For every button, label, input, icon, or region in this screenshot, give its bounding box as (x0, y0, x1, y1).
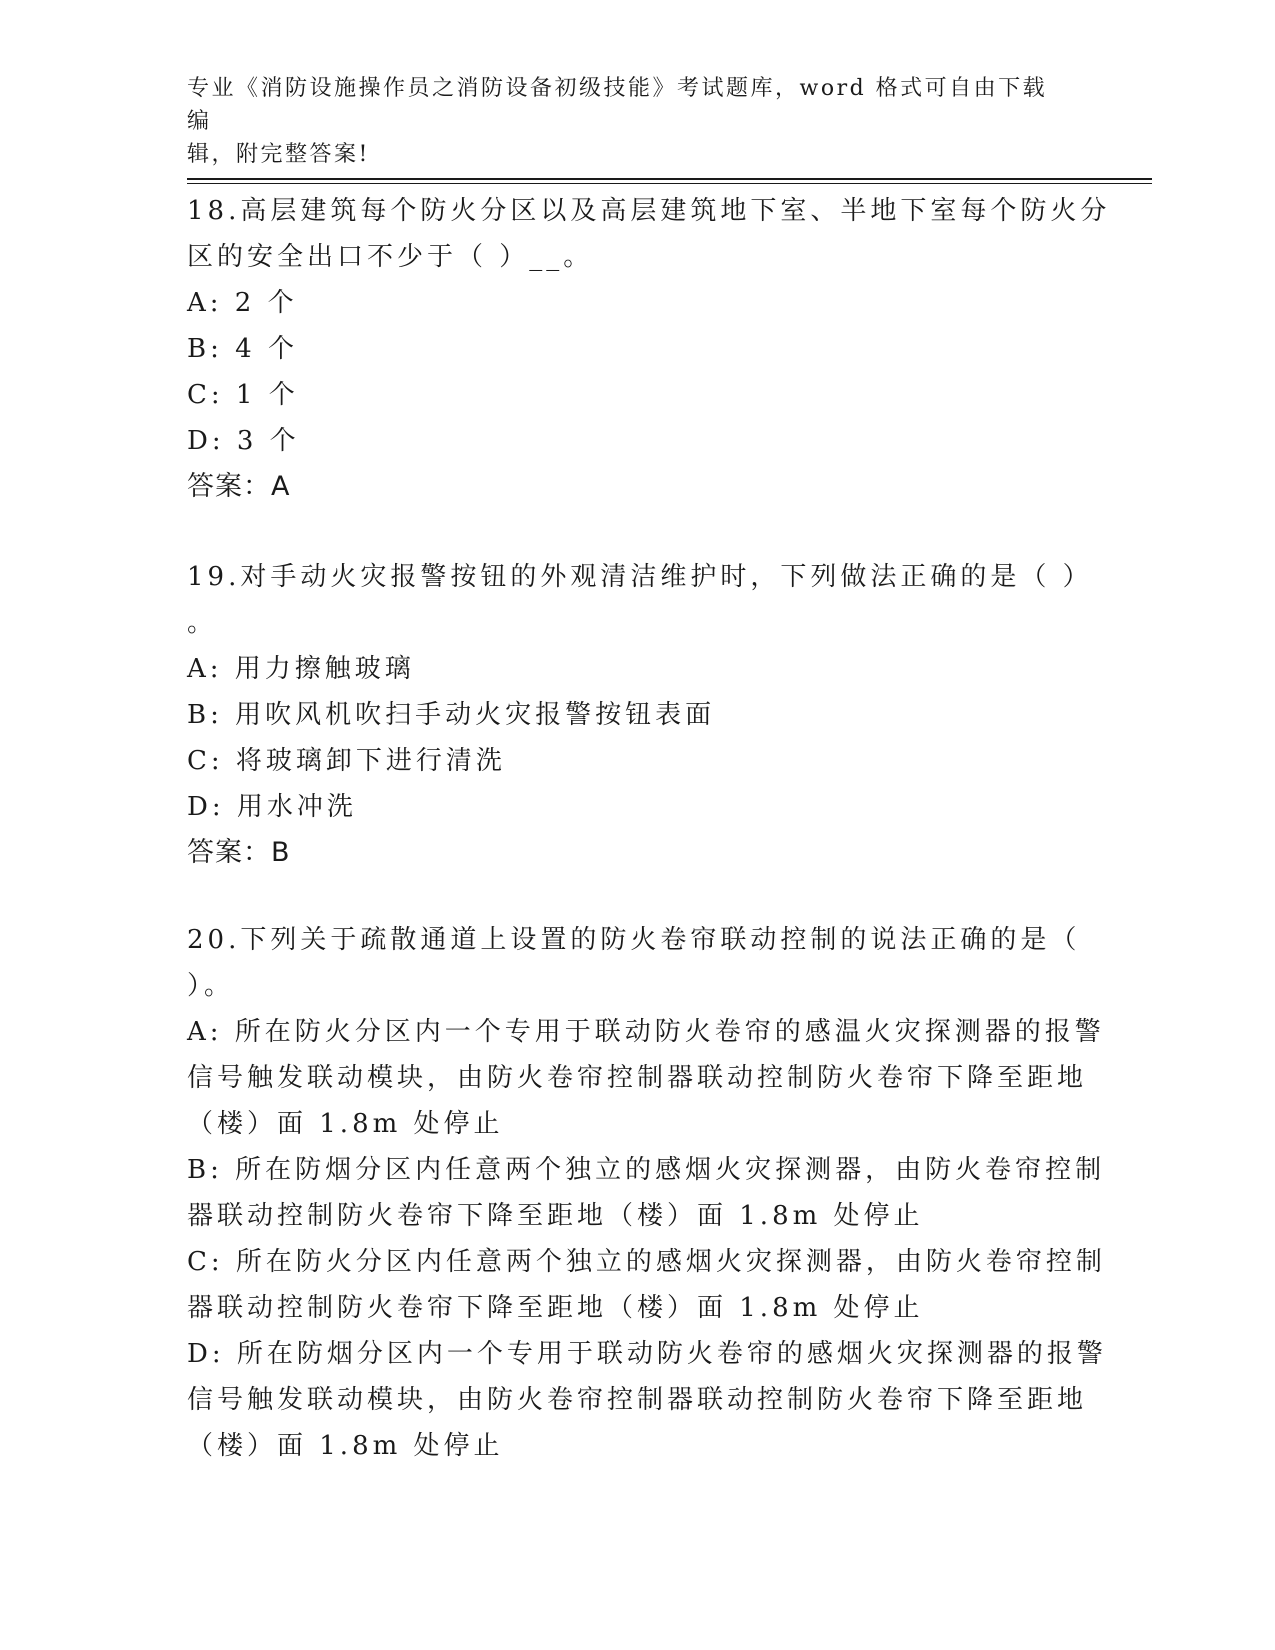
question-20-option-a-line-1: A: 所在防火分区内一个专用于联动防火卷帘的感温火灾探测器的报警 (187, 1017, 1105, 1047)
question-20-option-d-line-2: 信号触发联动模块，由防火卷帘控制器联动控制防火卷帘下降至距地 (187, 1385, 1088, 1415)
header-line-1: 专业《消防设施操作员之消防设备初级技能》考试题库，word 格式可自由下载编 (187, 76, 1048, 134)
question-19-text-line-2: 。 (187, 608, 218, 638)
question-20-option-b-line-2: 器联动控制防火卷帘下降至距地（楼）面 1.8m 处停止 (187, 1201, 924, 1231)
question-18 (187, 188, 1111, 510)
question-18-option-a: A: 2 个 (187, 288, 298, 318)
question-20-option-b-line-1: B: 所在防烟分区内任意两个独立的感烟火灾探测器，由防火卷帘控制 (187, 1155, 1106, 1185)
header-divider-thick (187, 178, 1152, 180)
question-20 (187, 917, 1107, 1469)
question-19-answer: 答案：B (187, 837, 291, 868)
question-19-option-d: D: 用水冲洗 (187, 792, 357, 822)
question-20-option-a-line-2: 信号触发联动模块，由防火卷帘控制器联动控制防火卷帘下降至距地 (187, 1063, 1088, 1093)
question-20-option-c-line-2: 器联动控制防火卷帘下降至距地（楼）面 1.8m 处停止 (187, 1293, 924, 1323)
question-18-answer: 答案：A (187, 471, 291, 502)
question-20-option-d-line-3: （楼）面 1.8m 处停止 (187, 1431, 504, 1461)
question-19-option-b: B: 用吹风机吹扫手动火灾报警按钮表面 (187, 700, 716, 730)
header-line-2: 辑，附完整答案! (187, 142, 370, 167)
question-18-text-line-2: 区的安全出口不少于（ ）__。 (187, 242, 594, 272)
question-19 (187, 554, 1093, 876)
question-18-option-d: D: 3 个 (187, 426, 300, 456)
question-20-option-d-line-1: D: 所在防烟分区内一个专用于联动防火卷帘的感烟火灾探测器的报警 (187, 1339, 1107, 1369)
question-19-option-c: C: 将玻璃卸下进行清洗 (187, 746, 506, 776)
question-20-text-line-1: 20.下列关于疏散通道上设置的防火卷帘联动控制的说法正确的是（ (187, 925, 1081, 955)
question-20-option-a-line-3: （楼）面 1.8m 处停止 (187, 1109, 504, 1139)
question-19-text-line-1: 19.对手动火灾报警按钮的外观清洁维护时，下列做法正确的是（ ） (187, 562, 1093, 592)
question-20-text-line-2: ）。 (187, 971, 235, 1001)
question-20-option-c-line-1: C: 所在防火分区内任意两个独立的感烟火灾探测器，由防火卷帘控制 (187, 1247, 1106, 1277)
question-18-text-line-1: 18.高层建筑每个防火分区以及高层建筑地下室、半地下室每个防火分 (187, 196, 1111, 226)
document-header (187, 72, 1067, 171)
question-19-option-a: A: 用力擦触玻璃 (187, 654, 415, 684)
header-divider-thin (187, 183, 1152, 184)
question-18-option-b: B: 4 个 (187, 334, 298, 364)
question-18-option-c: C: 1 个 (187, 380, 299, 410)
